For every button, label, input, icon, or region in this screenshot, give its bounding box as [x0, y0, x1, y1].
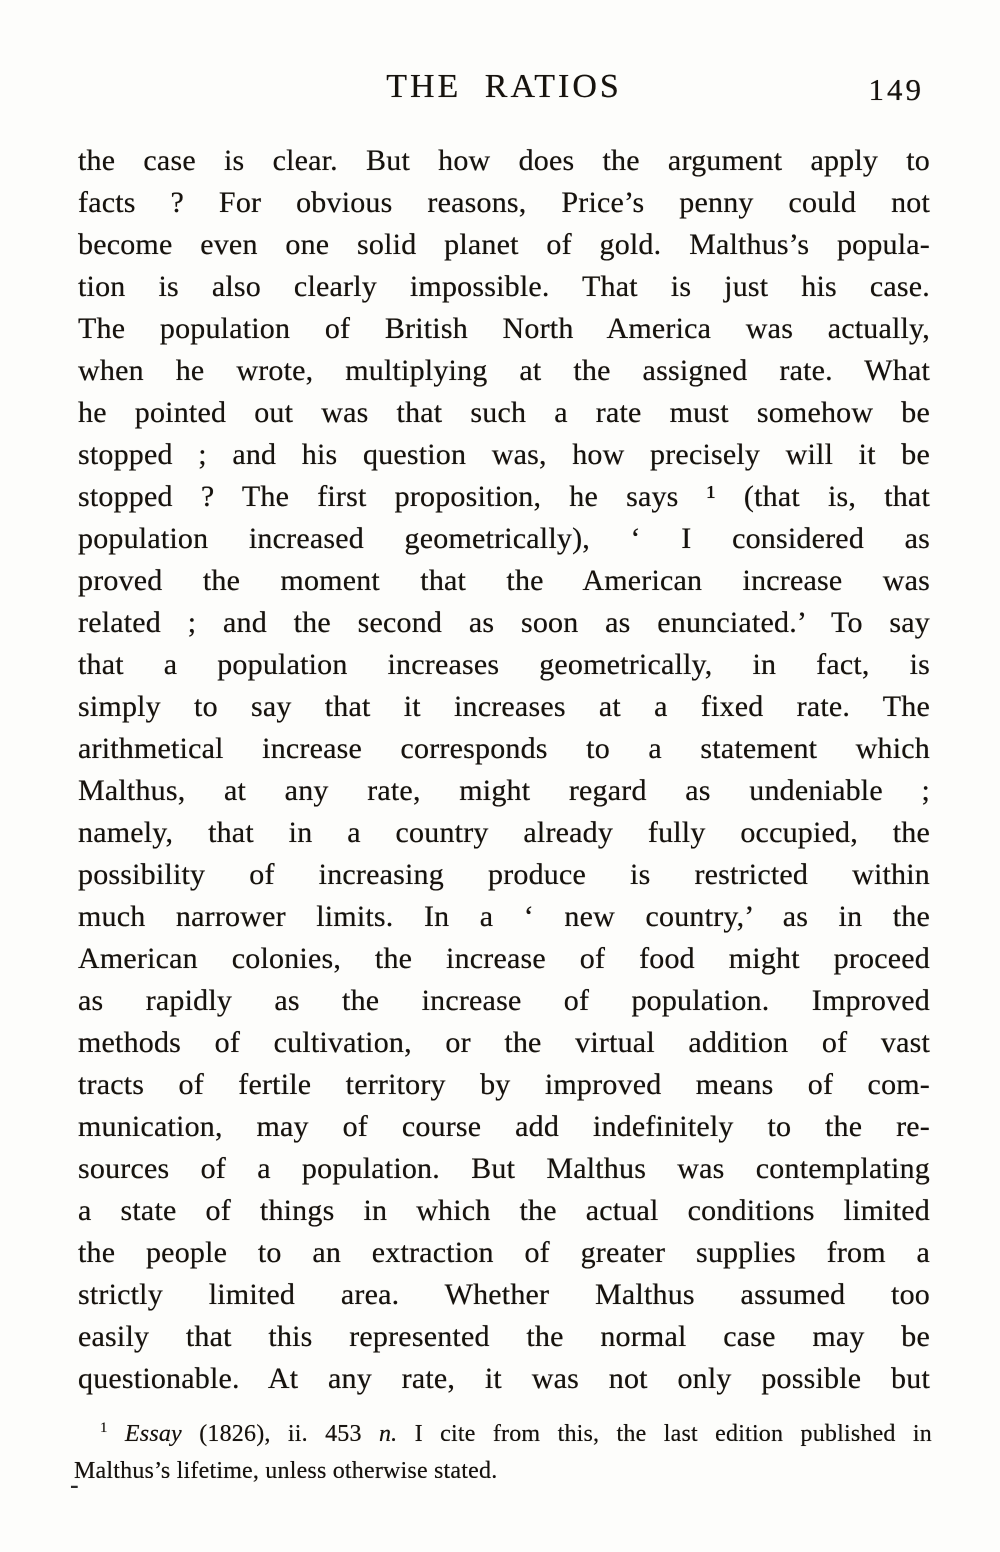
footnote-italic-text: Essay: [107, 1421, 200, 1447]
body-text: [78, 140, 930, 1400]
text-line: American colonies, the increase of food might proceed: [78, 942, 930, 975]
text-line: munication, may of course add indefinitely to the re-: [78, 1110, 930, 1143]
text-line: that a population increases geometrically, in fact, is: [78, 648, 930, 681]
text-line: tracts of fertile territory by improved means of com-: [78, 1068, 930, 1101]
running-title: THE RATIOS: [386, 68, 622, 105]
text-line: questionable. At any rate, it was not only possible but: [78, 1362, 930, 1395]
text-line: sources of a population. But Malthus was contemplating: [78, 1152, 930, 1185]
text-line: stopped ; and his question was, how precisely will it be: [78, 438, 930, 471]
footnote-line: [74, 1416, 932, 1453]
text-line: related ; and the second as soon as enunciated.’ To say: [78, 606, 930, 639]
text-line: proved the moment that the American increase was: [78, 564, 930, 597]
footnote-marker: 1: [100, 1420, 108, 1436]
page-number: 149: [868, 72, 924, 107]
text-line: the people to an extraction of greater supplies from a: [78, 1236, 930, 1269]
footnote-italic-text: n.: [378, 1421, 398, 1447]
text-line: population increased geometrically), ‘ I considered as: [78, 522, 930, 555]
text-line: easily that this represented the normal case may be: [78, 1320, 930, 1353]
text-line: namely, that in a country already fully occupied, the: [78, 816, 930, 849]
text-line: a state of things in which the actual conditions limited: [78, 1194, 930, 1227]
text-line: he pointed out was that such a rate must somehow be: [78, 396, 930, 429]
text-line: simply to say that it increases at a fixed rate. The: [78, 690, 930, 723]
text-line: possibility of increasing produce is restricted within: [78, 858, 930, 891]
text-line: as rapidly as the increase of population. Improved: [78, 984, 930, 1017]
footnote-plain-text: Malthus’s lifetime, unless otherwise stated.: [74, 1458, 498, 1484]
scan-artifact-mark: -: [70, 1470, 79, 1499]
footnote: [74, 1416, 932, 1490]
footnote-line: [74, 1453, 932, 1490]
text-line: facts ? For obvious reasons, Price’s penny could not: [78, 186, 930, 219]
text-line: the case is clear. But how does the argument apply to: [78, 144, 930, 177]
text-line: The population of British North America was actually,: [78, 312, 930, 345]
text-line: when he wrote, multiplying at the assigned rate. What: [78, 354, 930, 387]
text-line: become even one solid planet of gold. Malthus’s popula-: [78, 228, 930, 261]
text-line: Malthus, at any rate, might regard as undeniable ;: [78, 774, 930, 807]
text-line: much narrower limits. In a ‘ new country,’ as in the: [78, 900, 930, 933]
text-line: strictly limited area. Whether Malthus assumed too: [78, 1278, 930, 1311]
text-line: methods of cultivation, or the virtual addition of vast: [78, 1026, 930, 1059]
text-line: stopped ? The first proposition, he says ¹ (that is, that: [78, 480, 930, 513]
text-line: arithmetical increase corresponds to a statement which: [78, 732, 930, 765]
text-line: tion is also clearly impossible. That is just his case.: [78, 270, 930, 303]
footnote-plain-text: I cite from this, the last edition published in: [397, 1421, 932, 1447]
page-header: [78, 68, 930, 112]
footnote-plain-text: (1826), ii. 453: [199, 1421, 379, 1447]
